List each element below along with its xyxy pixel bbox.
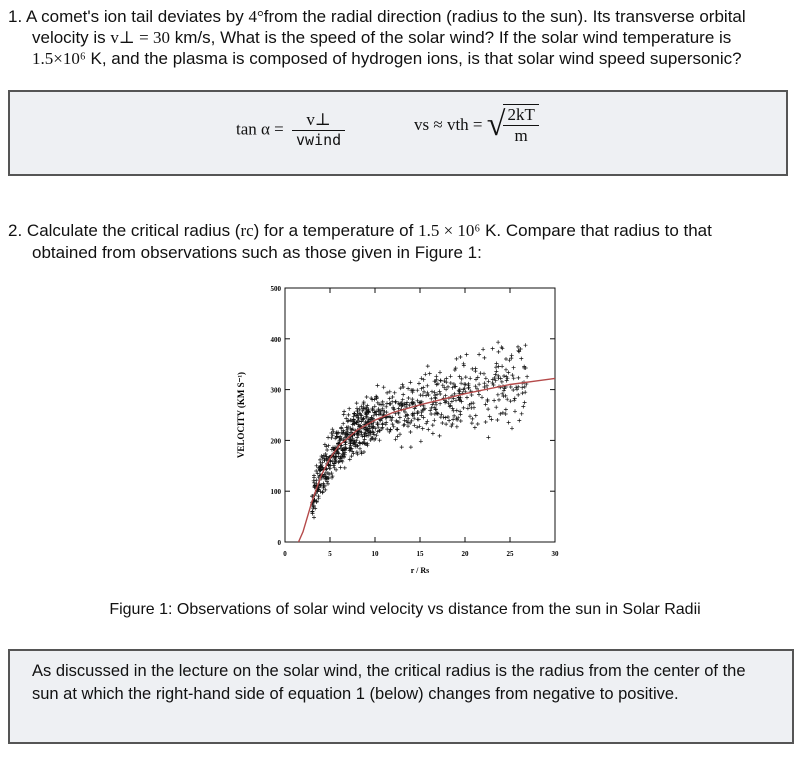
scatter-point bbox=[497, 365, 501, 369]
scatter-point bbox=[438, 389, 442, 393]
scatter-point bbox=[486, 435, 490, 439]
y-tick-label: 300 bbox=[270, 386, 281, 395]
scatter-point bbox=[455, 357, 459, 361]
scatter-point bbox=[410, 397, 414, 401]
scatter-point bbox=[455, 409, 459, 413]
scatter-point bbox=[517, 419, 521, 423]
scatter-point bbox=[381, 403, 385, 407]
scatter-point bbox=[491, 347, 495, 351]
scatter-point bbox=[510, 353, 514, 357]
scatter-point bbox=[460, 377, 464, 381]
scatter-point bbox=[321, 491, 325, 495]
scatter-point bbox=[444, 394, 448, 398]
scatter-point bbox=[497, 376, 501, 380]
scatter-point bbox=[484, 402, 488, 406]
scatter-point bbox=[342, 410, 346, 414]
question-number: 1. bbox=[8, 7, 23, 26]
scatter-point bbox=[458, 410, 462, 414]
scatter-point bbox=[488, 414, 492, 418]
scatter-point bbox=[454, 366, 458, 370]
scatter-point bbox=[524, 343, 528, 347]
scatter-point bbox=[482, 372, 486, 376]
scatter-point bbox=[356, 452, 360, 456]
scatter-point bbox=[431, 423, 435, 427]
scatter-point bbox=[453, 385, 457, 389]
scatter-point bbox=[459, 419, 463, 423]
scatter-point bbox=[453, 368, 457, 372]
scatter-point bbox=[494, 405, 498, 409]
scatter-point bbox=[417, 381, 421, 385]
scatter-point bbox=[516, 345, 520, 349]
scatter-point bbox=[432, 418, 436, 422]
question-1-line-3: 1.5×10⁶ K, and the plasma is composed of hydrogen ions, is that solar wind speed supersonic? bbox=[32, 49, 742, 68]
question-1 bbox=[8, 6, 798, 69]
question-1-line-1: 1. A comet's ion tail deviates by 4°from the radial direction (radius to the sun). Its transverse orbital bbox=[8, 7, 746, 26]
scatter-point bbox=[525, 375, 529, 379]
scatter-point bbox=[428, 372, 432, 376]
scatter-point bbox=[346, 413, 350, 417]
scatter-point bbox=[341, 422, 345, 426]
scatter-point bbox=[496, 340, 500, 344]
scatter-point bbox=[393, 391, 397, 395]
scatter-point bbox=[509, 356, 513, 360]
y-tick-label: 500 bbox=[270, 285, 281, 293]
scatter-point bbox=[458, 375, 462, 379]
scatter-point bbox=[497, 398, 501, 402]
scatter-point bbox=[474, 367, 478, 371]
scatter-point bbox=[468, 414, 472, 418]
scatter-point bbox=[339, 427, 343, 431]
scatter-point bbox=[409, 430, 413, 434]
scatter-point bbox=[401, 393, 405, 397]
scatter-point bbox=[492, 399, 496, 403]
sqrt-symbol: √ bbox=[486, 106, 506, 143]
scatter-point bbox=[419, 414, 423, 418]
scatter-point bbox=[338, 466, 342, 470]
scatter-point bbox=[523, 390, 527, 394]
scatter-point bbox=[451, 406, 455, 410]
scatter-point bbox=[347, 407, 351, 411]
question-2 bbox=[8, 220, 798, 264]
scatter-point bbox=[464, 375, 468, 379]
scatter-point bbox=[494, 369, 498, 373]
scatter-point bbox=[504, 357, 508, 361]
scatter-point bbox=[355, 436, 359, 440]
scatter-point bbox=[355, 401, 359, 405]
scatter-point bbox=[317, 496, 321, 500]
scatter-point bbox=[325, 479, 329, 483]
scatter-point bbox=[487, 379, 491, 383]
scatter-point bbox=[438, 402, 442, 406]
scatter-point bbox=[438, 370, 442, 374]
scatter-point bbox=[480, 395, 484, 399]
scatter-point bbox=[512, 398, 516, 402]
x-tick-label: 15 bbox=[416, 550, 424, 558]
scatter-point bbox=[514, 385, 518, 389]
scatter-point bbox=[343, 466, 347, 470]
scatter-point bbox=[509, 399, 513, 403]
question-1-line-2: velocity is v⊥ = 30 km/s, What is the speed of the solar wind? If the solar wind temperature is bbox=[32, 28, 732, 47]
scatter-point bbox=[342, 413, 346, 417]
scatter-point bbox=[426, 428, 430, 432]
scatter-point bbox=[323, 488, 327, 492]
scatter-point bbox=[495, 362, 499, 366]
fit-curve bbox=[299, 378, 556, 542]
scatter-point bbox=[422, 416, 426, 420]
scatter-point bbox=[429, 397, 433, 401]
scatter-point bbox=[496, 393, 500, 397]
x-tick-label: 30 bbox=[551, 550, 559, 558]
scatter-point bbox=[465, 396, 469, 400]
scatter-point bbox=[520, 386, 524, 390]
scatter-point bbox=[520, 412, 524, 416]
scatter-point bbox=[396, 434, 400, 438]
scatter-point bbox=[429, 412, 433, 416]
scatter-point bbox=[407, 396, 411, 400]
scatter-point bbox=[419, 393, 423, 397]
scatter-point bbox=[421, 427, 425, 431]
scatter-point bbox=[481, 347, 485, 351]
scatter-point bbox=[468, 376, 472, 380]
vs-equation: vs ≈ vth = √ $\frac{2kT}{m}$ bbox=[414, 104, 539, 146]
scatter-point bbox=[516, 376, 520, 380]
scatter-point bbox=[425, 384, 429, 388]
scatter-point bbox=[325, 448, 329, 452]
scatter-point bbox=[455, 425, 459, 429]
scatter-point bbox=[384, 422, 388, 426]
plot-frame bbox=[285, 288, 555, 542]
scatter-point bbox=[491, 381, 495, 385]
scatter-point bbox=[479, 371, 483, 375]
scatter-point bbox=[470, 367, 474, 371]
scatter-point bbox=[312, 474, 316, 478]
scatter-point bbox=[420, 410, 424, 414]
equation-box bbox=[8, 90, 788, 176]
scatter-point bbox=[385, 427, 389, 431]
scatter-point bbox=[369, 417, 373, 421]
x-tick-label: 25 bbox=[506, 550, 514, 558]
y-tick-label: 0 bbox=[277, 539, 281, 547]
scatter-point bbox=[484, 376, 488, 380]
scatter-point bbox=[395, 427, 399, 431]
scatter-point bbox=[419, 439, 423, 443]
scatter-point bbox=[466, 406, 470, 410]
scatter-point bbox=[365, 395, 369, 399]
x-tick-label: 10 bbox=[371, 550, 379, 558]
scatter-point bbox=[362, 402, 366, 406]
scatter-point bbox=[519, 357, 523, 361]
scatter-point bbox=[376, 384, 380, 388]
scatter-point bbox=[384, 405, 388, 409]
scatter-point bbox=[476, 375, 480, 379]
scatter-point bbox=[500, 364, 504, 368]
scatter-point bbox=[318, 458, 322, 462]
scatter-point bbox=[403, 423, 407, 427]
scatter-point bbox=[521, 405, 525, 409]
scatter-point bbox=[508, 358, 512, 362]
scatter-point bbox=[404, 402, 408, 406]
scatter-point bbox=[462, 362, 466, 366]
scatter-point bbox=[516, 393, 520, 397]
scatter-point bbox=[520, 391, 524, 395]
scatter-point bbox=[334, 468, 338, 472]
scatter-point bbox=[502, 374, 506, 378]
scatter-point bbox=[438, 434, 442, 438]
scatter-point bbox=[320, 454, 324, 458]
scatter-point bbox=[513, 396, 517, 400]
scatter-points bbox=[310, 340, 529, 519]
scatter-point bbox=[458, 355, 462, 359]
scatter-point bbox=[494, 365, 498, 369]
scatter-point bbox=[327, 444, 331, 448]
scatter-point bbox=[439, 415, 443, 419]
scatter-point bbox=[440, 421, 444, 425]
scatter-point bbox=[352, 411, 356, 415]
scatter-point bbox=[378, 438, 382, 442]
tan-fraction: $\frac{v\perp}{\text{vwind}}$ bbox=[292, 110, 345, 149]
tan-equation: tan α = $\frac{v\perp}{\text{vwind}}$ bbox=[236, 110, 345, 149]
scatter-point bbox=[486, 407, 490, 411]
scatter-point bbox=[394, 400, 398, 404]
scatter-point bbox=[422, 390, 426, 394]
scatter-point bbox=[375, 433, 379, 437]
x-tick-label: 5 bbox=[328, 550, 332, 558]
scatter-point bbox=[446, 385, 450, 389]
scatter-point bbox=[474, 414, 478, 418]
scatter-point bbox=[433, 390, 437, 394]
scatter-point bbox=[412, 423, 416, 427]
scatter-point bbox=[385, 401, 389, 405]
scatter-point bbox=[427, 393, 431, 397]
scatter-point bbox=[326, 482, 330, 486]
scatter-point bbox=[513, 409, 517, 413]
scatter-point bbox=[484, 420, 488, 424]
scatter-point bbox=[398, 432, 402, 436]
scatter-point bbox=[507, 421, 511, 425]
scatter-point bbox=[423, 372, 427, 376]
scatter-point bbox=[312, 481, 316, 485]
scatter-point bbox=[452, 414, 456, 418]
scatter-point bbox=[408, 380, 412, 384]
scatter-point bbox=[446, 415, 450, 419]
scatter-point bbox=[492, 383, 496, 387]
scatter-point bbox=[444, 422, 448, 426]
scatter-point bbox=[426, 364, 430, 368]
scatter-point bbox=[403, 418, 407, 422]
x-tick-label: 0 bbox=[283, 550, 287, 558]
scatter-point bbox=[500, 380, 504, 384]
x-tick-label: 20 bbox=[461, 550, 469, 558]
note-box bbox=[8, 649, 794, 744]
scatter-point bbox=[312, 515, 316, 519]
scatter-point bbox=[505, 379, 509, 383]
question-number: 2. bbox=[8, 221, 23, 240]
x-axis-label: r / Rs bbox=[410, 566, 430, 575]
scatter-point bbox=[459, 381, 463, 385]
scatter-point bbox=[398, 416, 402, 420]
scatter-point bbox=[435, 412, 439, 416]
scatter-point bbox=[373, 404, 377, 408]
scatter-point bbox=[516, 349, 520, 353]
scatter-point bbox=[360, 420, 364, 424]
scatter-point bbox=[504, 408, 508, 412]
scatter-point bbox=[417, 424, 421, 428]
scatter-point bbox=[415, 388, 419, 392]
scatter-point bbox=[439, 412, 443, 416]
scatter-point bbox=[430, 390, 434, 394]
scatter-point bbox=[406, 424, 410, 428]
scatter-point bbox=[490, 418, 494, 422]
scatter-point bbox=[459, 412, 463, 416]
scatter-point bbox=[470, 393, 474, 397]
scatter-point bbox=[435, 392, 439, 396]
scatter-point bbox=[451, 409, 455, 413]
scatter-point bbox=[506, 371, 510, 375]
scatter-point bbox=[315, 500, 319, 504]
scatter-point bbox=[415, 425, 419, 429]
y-axis-label: VELOCITY (KM S⁻¹) bbox=[236, 371, 246, 459]
scatter-point bbox=[497, 350, 501, 354]
scatter-point bbox=[449, 374, 453, 378]
scatter-point bbox=[476, 422, 480, 426]
scatter-point bbox=[449, 381, 453, 385]
scatter-point bbox=[332, 466, 336, 470]
scatter-point bbox=[477, 352, 481, 356]
note-text: As discussed in the lecture on the solar wind, the critical radius is the radius from the center of the sun at which the right-hand side of equation 1 (below) changes from negative to positive. bbox=[32, 662, 746, 703]
scatter-point bbox=[402, 423, 406, 427]
scatter-point bbox=[444, 377, 448, 381]
scatter-point bbox=[509, 385, 513, 389]
scatter-point bbox=[326, 436, 330, 440]
scatter-point bbox=[365, 404, 369, 408]
scatter-point bbox=[385, 410, 389, 414]
scatter-point bbox=[447, 419, 451, 423]
scatter-point bbox=[470, 421, 474, 425]
scatter-point bbox=[355, 409, 359, 413]
scatter-point bbox=[401, 398, 405, 402]
scatter-point bbox=[462, 406, 466, 410]
scatter-point bbox=[394, 437, 398, 441]
scatter-point bbox=[371, 431, 375, 435]
scatter-point bbox=[409, 445, 413, 449]
velocity-distance-scatter-chart bbox=[228, 280, 578, 580]
scatter-point bbox=[498, 412, 502, 416]
scatter-point bbox=[431, 432, 435, 436]
scatter-point bbox=[482, 381, 486, 385]
scatter-point bbox=[470, 417, 474, 421]
question-2-line-2: obtained from observations such as those given in Figure 1: bbox=[32, 243, 482, 262]
scatter-point bbox=[384, 420, 388, 424]
scatter-point bbox=[472, 406, 476, 410]
scatter-point bbox=[482, 356, 486, 360]
scatter-point bbox=[523, 401, 527, 405]
scatter-point bbox=[405, 414, 409, 418]
scatter-point bbox=[400, 445, 404, 449]
scatter-point bbox=[314, 478, 318, 482]
y-tick-label: 200 bbox=[270, 437, 281, 446]
sqrt-fraction: $\frac{2kT}{m}$ bbox=[503, 104, 538, 146]
figure-caption: Figure 1: Observations of solar wind velocity vs distance from the sun in Solar Radii bbox=[109, 601, 701, 618]
scatter-point bbox=[444, 416, 448, 420]
scatter-point bbox=[477, 382, 481, 386]
scatter-point bbox=[465, 353, 469, 357]
y-tick-label: 100 bbox=[270, 488, 281, 497]
scatter-point bbox=[389, 418, 393, 422]
scatter-point bbox=[477, 393, 481, 397]
scatter-point bbox=[512, 366, 516, 370]
scatter-point bbox=[439, 379, 443, 383]
scatter-point bbox=[511, 388, 515, 392]
question-2-line-1: 2. Calculate the critical radius (rc) for a temperature of 1.5 × 10⁶ K. Compare that radius to that bbox=[8, 221, 712, 240]
scatter-point bbox=[510, 426, 514, 430]
scatter-point bbox=[382, 385, 386, 389]
scatter-point bbox=[473, 426, 477, 430]
scatter-point bbox=[495, 418, 499, 422]
scatter-point bbox=[449, 403, 453, 407]
scatter-point bbox=[504, 368, 508, 372]
y-tick-label: 400 bbox=[270, 335, 281, 344]
scatter-point bbox=[474, 377, 478, 381]
scatter-point bbox=[434, 374, 438, 378]
